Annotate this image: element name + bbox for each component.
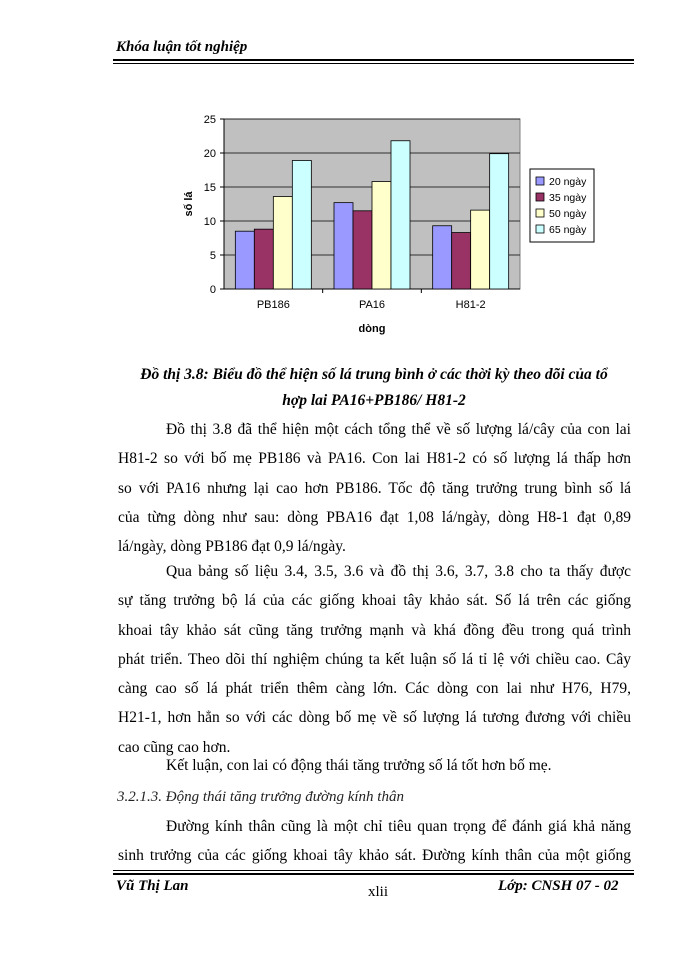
x-tick-label: H81-2 bbox=[455, 299, 486, 311]
y-tick-label: 0 bbox=[209, 284, 216, 296]
header-rule-thin bbox=[113, 63, 634, 64]
bar bbox=[490, 154, 509, 289]
text-line: lá/ngày, dòng PB186 đạt 0,9 lá/ngày. bbox=[118, 538, 346, 556]
x-tick-label: PA16 bbox=[358, 299, 386, 311]
legend-label: 35 ngày bbox=[549, 192, 587, 204]
header-title: Khóa luận tốt nghiệp bbox=[116, 39, 248, 55]
footer-rule bbox=[113, 873, 634, 875]
footer-author: Vũ Thị Lan bbox=[116, 878, 189, 894]
legend-swatch bbox=[536, 177, 544, 185]
text-line: càng cao số lá phát triển thêm càng lớn. Các dòng con lai như H76, H79, bbox=[118, 680, 631, 698]
text-line: Đồ thị 3.8 đã thể hiện một cách tổng thể về số lượng lá/cây của con lai bbox=[166, 421, 631, 438]
legend-swatch bbox=[536, 225, 544, 233]
paragraph-4 bbox=[118, 812, 631, 871]
bar bbox=[433, 226, 452, 289]
chart-caption-line-2: hợp lai PA16+PB186/ H81-2 bbox=[282, 392, 466, 409]
bar bbox=[471, 210, 490, 289]
chart-svg bbox=[175, 102, 611, 339]
paragraph-3 bbox=[118, 751, 631, 780]
paragraph-1 bbox=[118, 415, 631, 561]
text-line: Đường kính thân cũng là một chỉ tiêu quan trọng để đánh giá khả năng bbox=[166, 818, 631, 835]
legend-label: 20 ngày bbox=[549, 176, 587, 188]
y-tick-label: 15 bbox=[203, 182, 216, 194]
x-axis-label: dòng bbox=[358, 323, 386, 335]
bar bbox=[273, 197, 292, 289]
bar bbox=[452, 233, 471, 289]
footer-rule-thin bbox=[113, 870, 634, 871]
text-line: sinh trưởng của các giống khoai tây khảo sát. Đường kính thân của một giống bbox=[118, 847, 631, 865]
text-line: so với PA16 nhưng lại cao hơn PB186. Tốc độ tăng trưởng trung bình số lá bbox=[118, 479, 631, 497]
text-line: H81-2 so với bố mẹ PB186 và PA16. Con lai H81-2 có số lượng lá thấp hơn bbox=[118, 450, 631, 468]
text-line: của từng dòng như sau: dòng PBA16 đạt 1,08 lá/ngày, dòng H8-1 đạt 0,89 bbox=[118, 508, 631, 526]
leaf-count-chart bbox=[175, 102, 611, 339]
y-axis-label: số lá bbox=[183, 191, 195, 217]
y-tick-label: 20 bbox=[203, 148, 216, 160]
page-number: xlii bbox=[368, 884, 389, 900]
text-line: phát triển. Theo dõi thí nghiệm chúng ta kết luận số lá tỉ lệ với chiều cao. Cây bbox=[118, 650, 631, 668]
legend-swatch bbox=[536, 193, 544, 201]
header-rule bbox=[113, 59, 634, 61]
text-line: cao cũng cao hơn. bbox=[118, 738, 231, 756]
bar bbox=[372, 182, 391, 289]
bar bbox=[391, 141, 410, 289]
text-line: khoai tây khảo sát cũng tăng trưởng mạnh và khá đồng đều trong quá trình bbox=[118, 621, 631, 639]
legend-swatch bbox=[536, 209, 544, 217]
x-tick-label: PB186 bbox=[256, 299, 290, 311]
section-subheading: 3.2.1.3. Động thái tăng trưởng đường kính thân bbox=[117, 789, 404, 805]
chart-caption-line-1: Đồ thị 3.8: Biểu đồ thể hiện số lá trung bình ở các thời kỳ theo dõi của tổ bbox=[140, 366, 608, 383]
bar bbox=[292, 160, 311, 289]
text-line: Qua bảng số liệu 3.4, 3.5, 3.6 và đồ thị 3.6, 3.7, 3.8 cho ta thấy được bbox=[166, 563, 631, 580]
bar bbox=[254, 229, 273, 289]
y-tick-label: 5 bbox=[209, 250, 216, 262]
bar bbox=[334, 203, 353, 289]
text-line: H21-1, hơn hẳn so với các dòng bố mẹ về số lượng lá tương đương với chiều bbox=[118, 709, 631, 727]
legend-label: 65 ngày bbox=[549, 224, 587, 236]
y-tick-label: 10 bbox=[203, 216, 216, 228]
legend-label: 50 ngày bbox=[549, 208, 587, 220]
text-line: sự tăng trưởng bộ lá của các giống khoai tây khảo sát. Số lá trên các giống bbox=[118, 592, 631, 610]
paragraph-2 bbox=[118, 557, 631, 762]
text-line: Kết luận, con lai có động thái tăng trưởng số lá tốt hơn bố mẹ. bbox=[166, 757, 552, 774]
bar bbox=[235, 231, 254, 289]
footer-class: Lớp: CNSH 07 - 02 bbox=[498, 878, 619, 894]
bar bbox=[353, 211, 372, 289]
y-tick-label: 25 bbox=[203, 114, 216, 126]
